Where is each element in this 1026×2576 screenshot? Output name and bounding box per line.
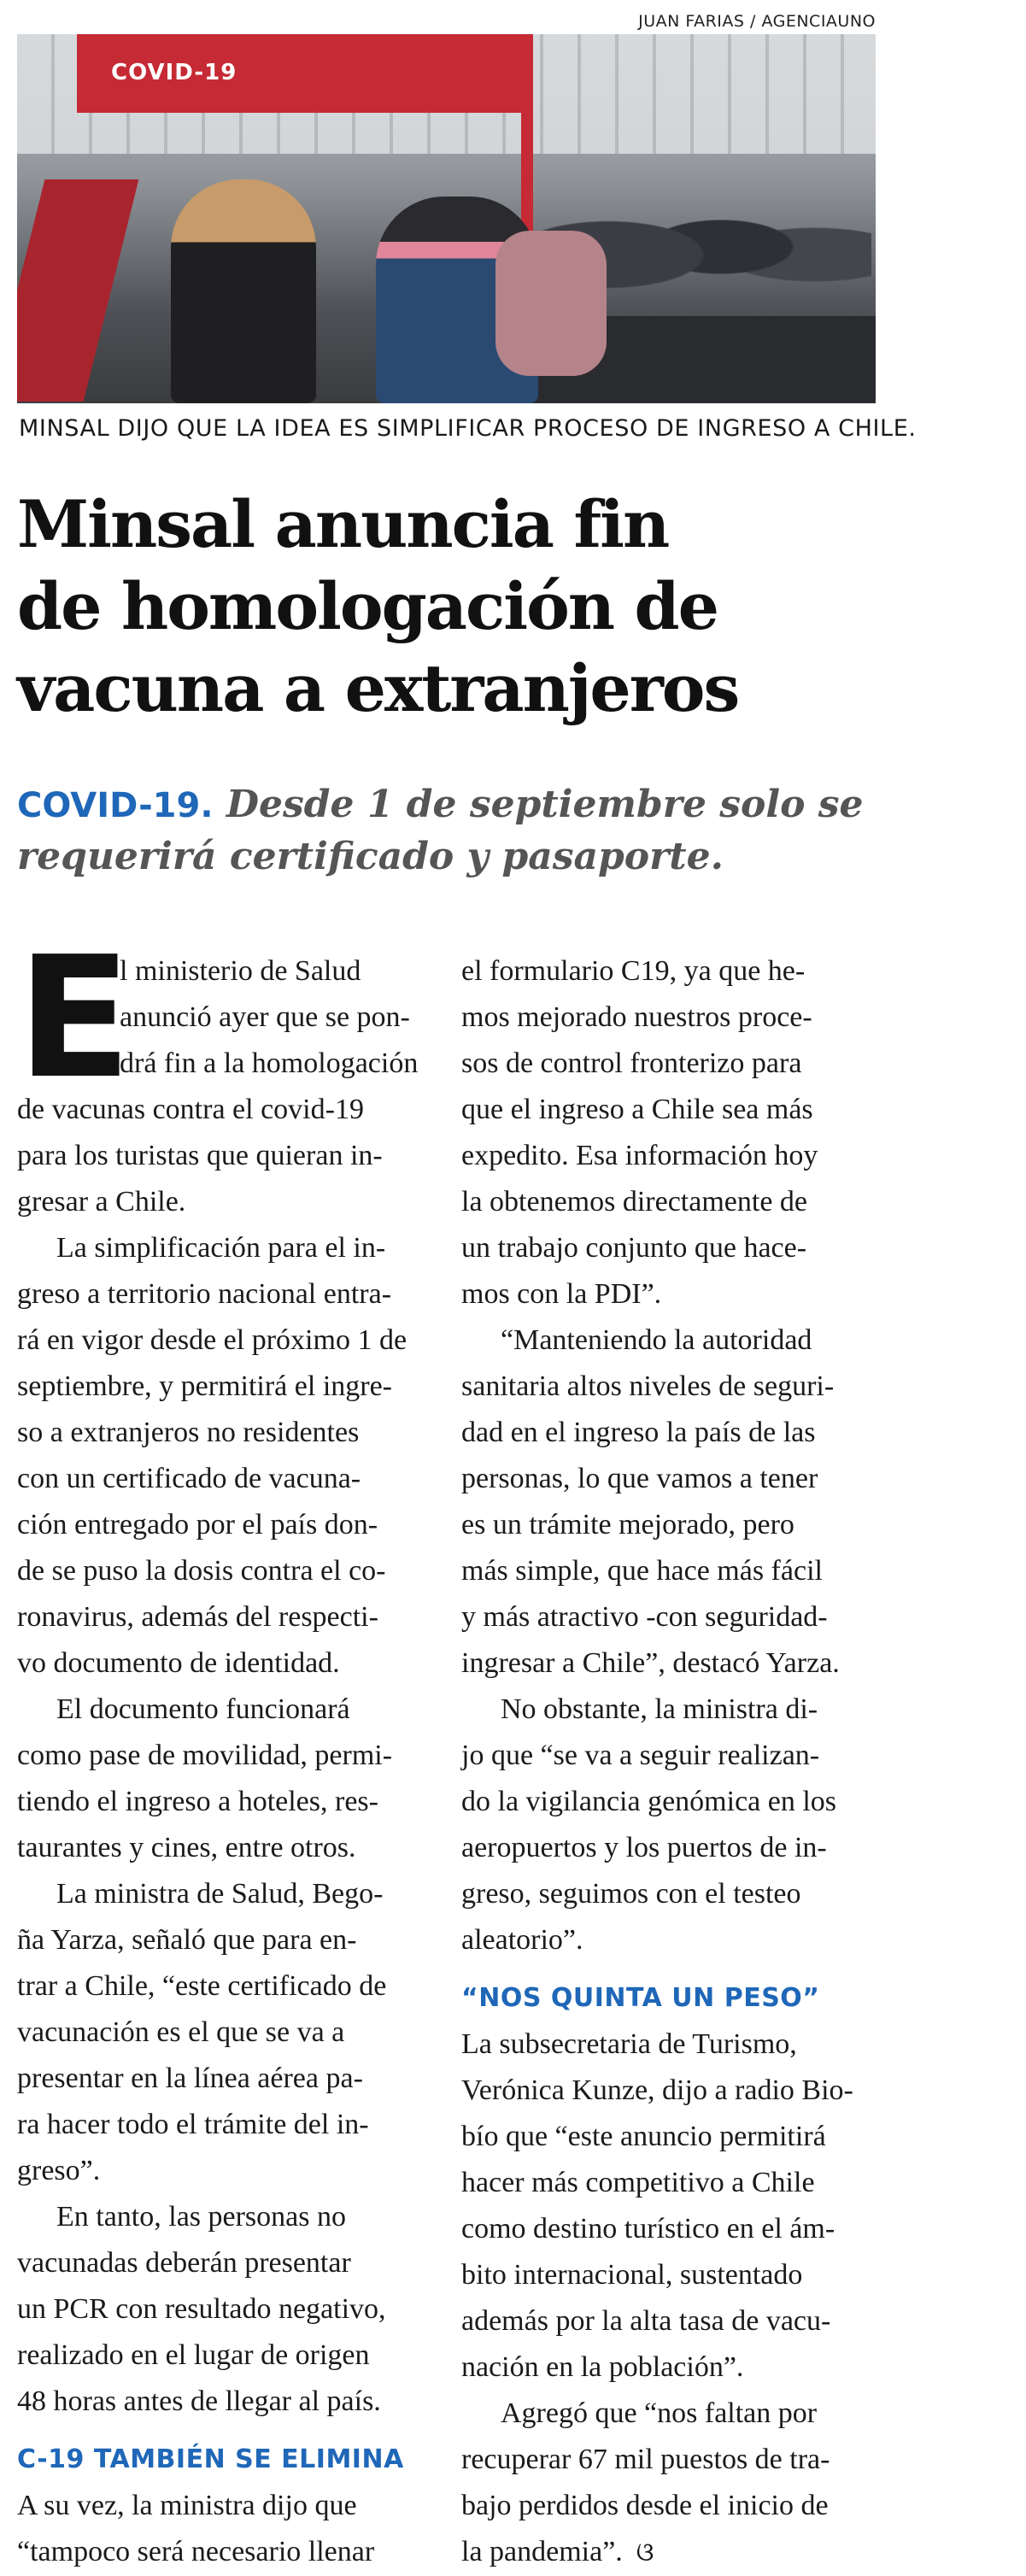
- text-line: presentar en la línea aérea pa-: [17, 2063, 363, 2094]
- text-line: greso a territorio nacional entra-: [17, 1278, 392, 1310]
- sign-text: COVID-19: [111, 60, 237, 85]
- red-pillar: [17, 179, 138, 402]
- text-line: bajo perdidos desde el inicio de: [461, 2490, 829, 2521]
- text-line: vo documento de identidad.: [17, 1647, 340, 1679]
- text-line: hacer más competitivo a Chile: [461, 2167, 815, 2198]
- text-line: sos de control fronterizo para: [461, 1047, 802, 1079]
- text-line: bito internacional, sustentado: [461, 2259, 803, 2291]
- text-line: gresar a Chile.: [17, 1186, 186, 1218]
- text-line: de vacunas contra el covid-19: [17, 1094, 364, 1125]
- section-subhead: “NOS QUINTA UN PESO”: [461, 1983, 820, 2013]
- text-line: A su vez, la ministra dijo que: [17, 2490, 357, 2521]
- text-line: además por la alta tasa de vacu-: [461, 2305, 831, 2337]
- column-left: [17, 921, 423, 2575]
- text-line: taurantes y cines, entre otros.: [17, 1832, 356, 1863]
- photo-credit: JUAN FARIAS / AGENCIAUNO: [638, 12, 876, 31]
- text-line: aeropuertos y los puertos de in-: [461, 1832, 827, 1863]
- text-line: vacunación es el que se va a: [17, 2016, 345, 2048]
- paragraph-gap: [17, 2425, 423, 2437]
- text-line: Agregó que “nos faltan por: [501, 2397, 818, 2429]
- text-line: más simple, que hace más fácil: [461, 1555, 823, 1587]
- text-line: como pase de movilidad, permi-: [17, 1740, 393, 1771]
- text-line: con un certificado de vacuna-: [17, 1463, 361, 1494]
- text-line: recuperar 67 mil puestos de tra-: [461, 2444, 830, 2475]
- text-line: 48 horas antes de llegar al país.: [17, 2385, 381, 2417]
- text-line: realizado en el lugar de origen: [17, 2339, 370, 2371]
- text-line: greso, seguimos con el testeo: [461, 1878, 801, 1910]
- drop-cap: E: [17, 921, 132, 1116]
- text-line: un PCR con resultado negativo,: [17, 2293, 386, 2325]
- lead-kicker: COVID-19.: [17, 786, 214, 825]
- traveler-figure: [171, 179, 316, 403]
- headline: [17, 484, 871, 730]
- text-line: un trabajo conjunto que hace-: [461, 1232, 807, 1264]
- text-line: para los turistas que quieran in-: [17, 1140, 383, 1171]
- text-line: ra hacer todo el trámite del in-: [17, 2109, 369, 2140]
- backpack: [495, 231, 607, 376]
- text-line: y más atractivo -con seguridad-: [461, 1601, 828, 1633]
- text-line: El documento funcionará: [56, 1693, 350, 1725]
- section-subhead: C-19 TAMBIÉN SE ELIMINA: [17, 2444, 404, 2474]
- headline-line: Minsal anuncia fin: [17, 486, 669, 562]
- text-line: La ministra de Salud, Bego-: [56, 1878, 384, 1910]
- text-line: “Manteniendo la autoridad: [501, 1324, 812, 1356]
- headline-line: de homologación de: [17, 568, 718, 644]
- text-line: so a extranjeros no residentes: [17, 1417, 360, 1448]
- text-line: la pandemia”. ଓ: [461, 2529, 880, 2575]
- text-line: bío que “este anuncio permitirá: [461, 2121, 826, 2152]
- text-line: trar a Chile, “este certificado de: [17, 1970, 387, 2002]
- text-line: anunció ayer que se pon-: [120, 1001, 410, 1033]
- end-mark-icon: ଓ: [636, 2538, 654, 2567]
- column-right: [461, 948, 880, 2575]
- text-line: En tanto, las personas no: [56, 2201, 346, 2233]
- text-line: drá fin a la homologación: [120, 1047, 419, 1079]
- text-line: septiembre, y permitirá el ingre-: [17, 1370, 392, 1402]
- text-line: vacunadas deberán presentar: [17, 2247, 351, 2279]
- lead: [17, 779, 871, 883]
- text-line: personas, lo que vamos a tener: [461, 1463, 818, 1494]
- lead-text: Desde 1 de septiembre solo se: [226, 783, 864, 826]
- text-line: mos con la PDI”.: [461, 1278, 662, 1310]
- text-line: aleatorio”.: [461, 1924, 583, 1956]
- headline-line: vacuna a extranjeros: [17, 650, 739, 726]
- text-line: es un trámite mejorado, pero: [461, 1509, 794, 1540]
- text-line: rá en vigor desde el próximo 1 de: [17, 1324, 407, 1356]
- paragraph-gap: [461, 1963, 880, 1975]
- covid-sign: [77, 34, 530, 113]
- text-line: No obstante, la ministra di-: [501, 1693, 818, 1725]
- text-line: la obtenemos directamente de: [461, 1186, 807, 1218]
- photo-caption: MINSAL DIJO QUE LA IDEA ES SIMPLIFICAR PROCESO DE INGRESO A CHILE.: [19, 415, 917, 442]
- text-line: jo que “se va a seguir realizan-: [461, 1740, 820, 1771]
- text-line: mos mejorado nuestros proce-: [461, 1001, 812, 1033]
- text-line: sanitaria altos niveles de seguri-: [461, 1370, 835, 1402]
- text-line: ronavirus, además del respecti-: [17, 1601, 378, 1633]
- text-line: dad en el ingreso la país de las: [461, 1417, 816, 1448]
- text-line: ingresar a Chile”, destacó Yarza.: [461, 1647, 840, 1679]
- text-line: La simplificación para el in-: [56, 1232, 386, 1264]
- news-photo: [17, 34, 876, 403]
- text-line: La subsecretaria de Turismo,: [461, 2028, 797, 2060]
- text-line: como destino turístico en el ám-: [461, 2213, 835, 2244]
- text-line: expedito. Esa información hoy: [461, 1140, 818, 1171]
- lead-line-1: [17, 779, 871, 831]
- lead-line-2: requerirá certificado y pasaporte.: [17, 835, 724, 878]
- text-line: ción entregado por el país don-: [17, 1509, 378, 1540]
- text-line: ña Yarza, señaló que para en-: [17, 1924, 357, 1956]
- text-line: l ministerio de Salud: [120, 955, 361, 987]
- text-line: el formulario C19, ya que he-: [461, 955, 806, 987]
- text-line: de se puso la dosis contra el co-: [17, 1555, 386, 1587]
- text-line: tiendo el ingreso a hoteles, res-: [17, 1786, 378, 1817]
- text-line: do la vigilancia genómica en los: [461, 1786, 837, 1817]
- text-line: Verónica Kunze, dijo a radio Bio-: [461, 2074, 853, 2106]
- text-line: greso”.: [17, 2155, 101, 2186]
- text-line: “tampoco será necesario llenar: [17, 2536, 375, 2567]
- text-line: que el ingreso a Chile sea más: [461, 1094, 813, 1125]
- text-line: nación en la población”.: [461, 2351, 744, 2383]
